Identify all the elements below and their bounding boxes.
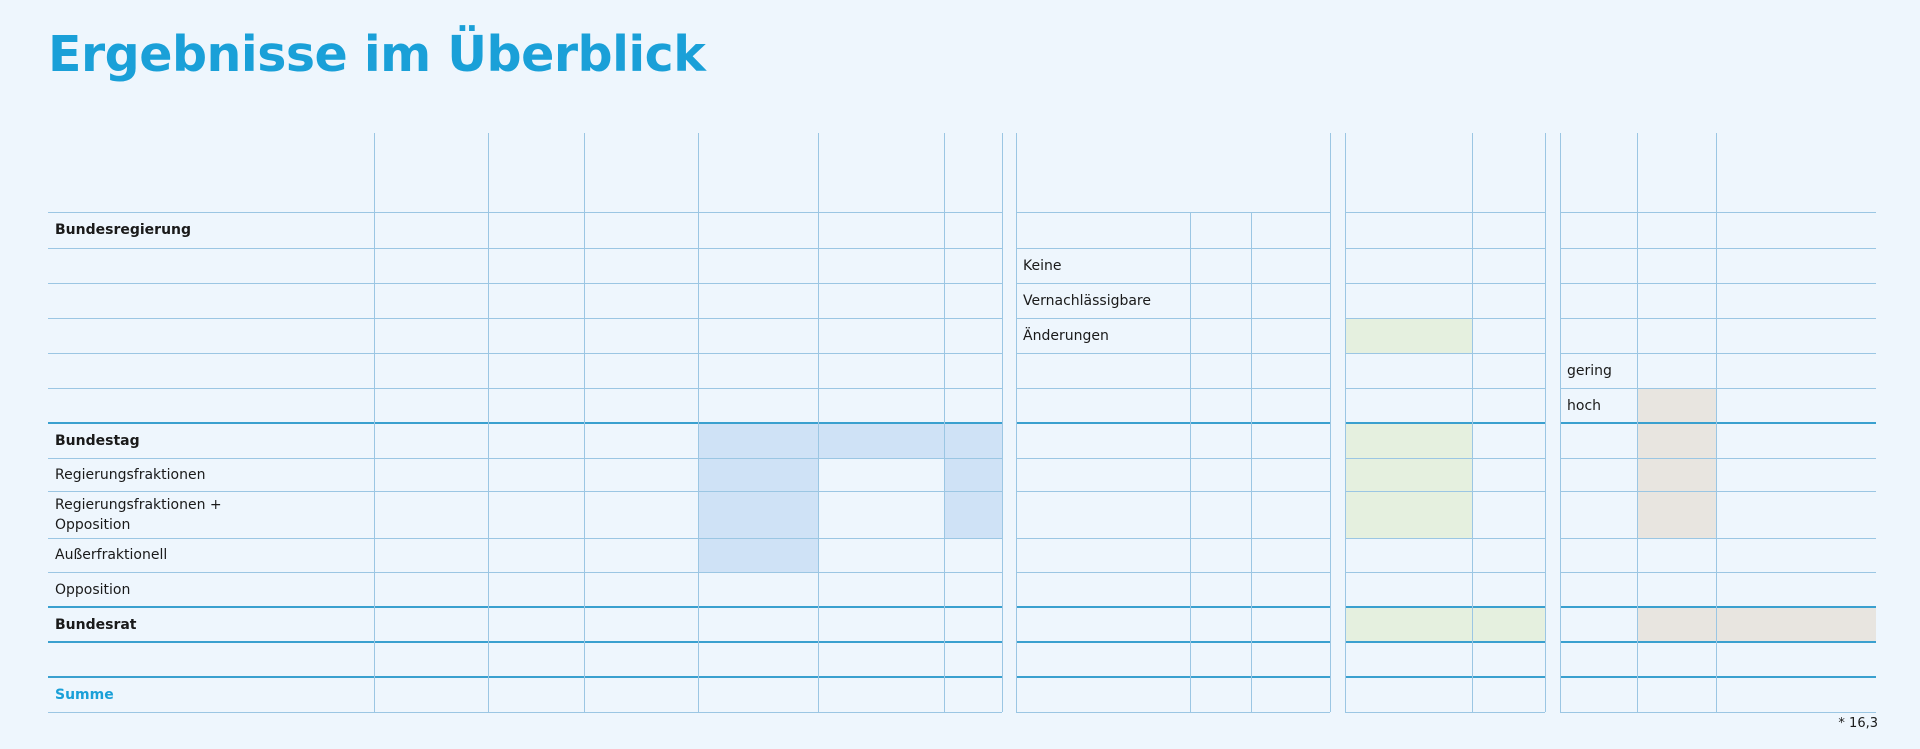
row-divider — [1345, 572, 1545, 573]
column-divider — [1190, 212, 1191, 712]
column-divider — [1016, 133, 1017, 712]
cell-highlight — [1345, 423, 1472, 538]
row-divider — [48, 538, 1002, 539]
footnote: * 16,3 — [1838, 716, 1878, 731]
cell-highlight — [1637, 423, 1716, 538]
row-label: Änderungen — [1023, 327, 1109, 344]
row-divider — [1560, 641, 1876, 643]
row-divider — [1016, 606, 1330, 608]
row-divider — [48, 388, 1002, 389]
row-divider — [48, 491, 1002, 492]
row-label: gering — [1567, 362, 1612, 379]
row-divider — [1560, 606, 1876, 608]
column-divider — [1560, 133, 1561, 712]
row-divider — [1016, 491, 1330, 492]
column-divider — [698, 133, 699, 712]
row-label: Außerfraktionell — [55, 547, 168, 563]
row-divider — [1016, 676, 1330, 678]
row-divider — [1345, 388, 1545, 389]
cell-highlight — [932, 423, 1002, 458]
column-divider — [1716, 133, 1717, 712]
row-label: hoch — [1567, 397, 1602, 414]
row-divider — [1016, 641, 1330, 643]
column-divider — [584, 133, 585, 712]
row-divider — [48, 248, 1002, 249]
row-divider — [1016, 422, 1330, 424]
row-divider — [1560, 538, 1876, 539]
row-divider — [1345, 676, 1545, 678]
row-label: Opposition — [55, 581, 131, 598]
column-divider — [1002, 133, 1003, 712]
column-divider — [1251, 212, 1252, 712]
row-divider — [48, 641, 1002, 643]
row-divider — [1345, 458, 1545, 459]
row-divider — [1560, 353, 1876, 354]
column-divider — [1472, 133, 1473, 712]
row-divider — [1345, 712, 1545, 713]
row-divider — [1560, 572, 1876, 573]
row-divider — [1345, 606, 1545, 608]
row-divider — [48, 212, 1002, 213]
row-divider — [48, 676, 1002, 678]
row-divider — [1016, 353, 1330, 354]
cell-highlight — [1345, 607, 1472, 642]
row-label: Summe — [55, 686, 114, 703]
row-divider — [1345, 353, 1545, 354]
row-label: Opposition — [55, 516, 131, 533]
row-divider — [48, 318, 1002, 319]
row-divider — [48, 283, 1002, 284]
row-divider — [48, 353, 1002, 354]
column-divider — [374, 133, 375, 712]
row-divider — [1016, 388, 1330, 389]
page-title: Ergebnisse im Überblick — [48, 26, 706, 83]
column-divider — [944, 133, 945, 712]
row-divider — [48, 422, 1002, 424]
row-divider — [1016, 712, 1330, 713]
row-label: Bundesregierung — [55, 222, 192, 238]
cell-highlight — [818, 423, 944, 458]
row-label: Bundesrat — [55, 616, 137, 633]
row-divider — [1560, 712, 1876, 713]
column-divider — [1345, 133, 1346, 712]
row-divider — [1345, 283, 1545, 284]
row-divider — [1560, 248, 1876, 249]
row-divider — [1016, 458, 1330, 459]
row-divider — [1345, 212, 1545, 213]
row-divider — [48, 606, 1002, 608]
row-divider — [1016, 283, 1330, 284]
cell-highlight — [1472, 607, 1545, 642]
row-divider — [1560, 676, 1876, 678]
column-divider — [1637, 133, 1638, 712]
row-divider — [1560, 283, 1876, 284]
row-divider — [1345, 248, 1545, 249]
row-divider — [1560, 212, 1876, 213]
row-divider — [1345, 641, 1545, 643]
row-divider — [1016, 248, 1330, 249]
row-divider — [1560, 318, 1876, 319]
column-divider — [1545, 133, 1546, 712]
cell-highlight — [1345, 318, 1472, 353]
row-divider — [1016, 212, 1330, 213]
row-divider — [1016, 318, 1330, 319]
row-divider — [1560, 422, 1876, 424]
cell-highlight — [1716, 607, 1876, 642]
column-divider — [818, 133, 819, 712]
cell-highlight — [1637, 607, 1716, 642]
row-divider — [1560, 458, 1876, 459]
row-divider — [48, 458, 1002, 459]
row-divider — [48, 712, 1002, 713]
cell-highlight — [698, 423, 818, 572]
row-divider — [1560, 491, 1876, 492]
row-divider — [1345, 318, 1545, 319]
row-divider — [1345, 422, 1545, 424]
row-label: Vernachlässigbare — [1023, 292, 1151, 309]
row-label: Regierungsfraktionen — [55, 466, 206, 483]
row-label: Keine — [1023, 257, 1062, 274]
cell-highlight — [1637, 388, 1716, 423]
row-label: Regierungsfraktionen + — [55, 496, 222, 513]
row-divider — [1345, 491, 1545, 492]
row-label: Bundestag — [55, 432, 140, 449]
column-divider — [488, 133, 489, 712]
row-divider — [1016, 572, 1330, 573]
column-divider — [1330, 133, 1331, 712]
row-divider — [1345, 538, 1545, 539]
row-divider — [1560, 388, 1876, 389]
row-divider — [1016, 538, 1330, 539]
row-divider — [48, 572, 1002, 573]
